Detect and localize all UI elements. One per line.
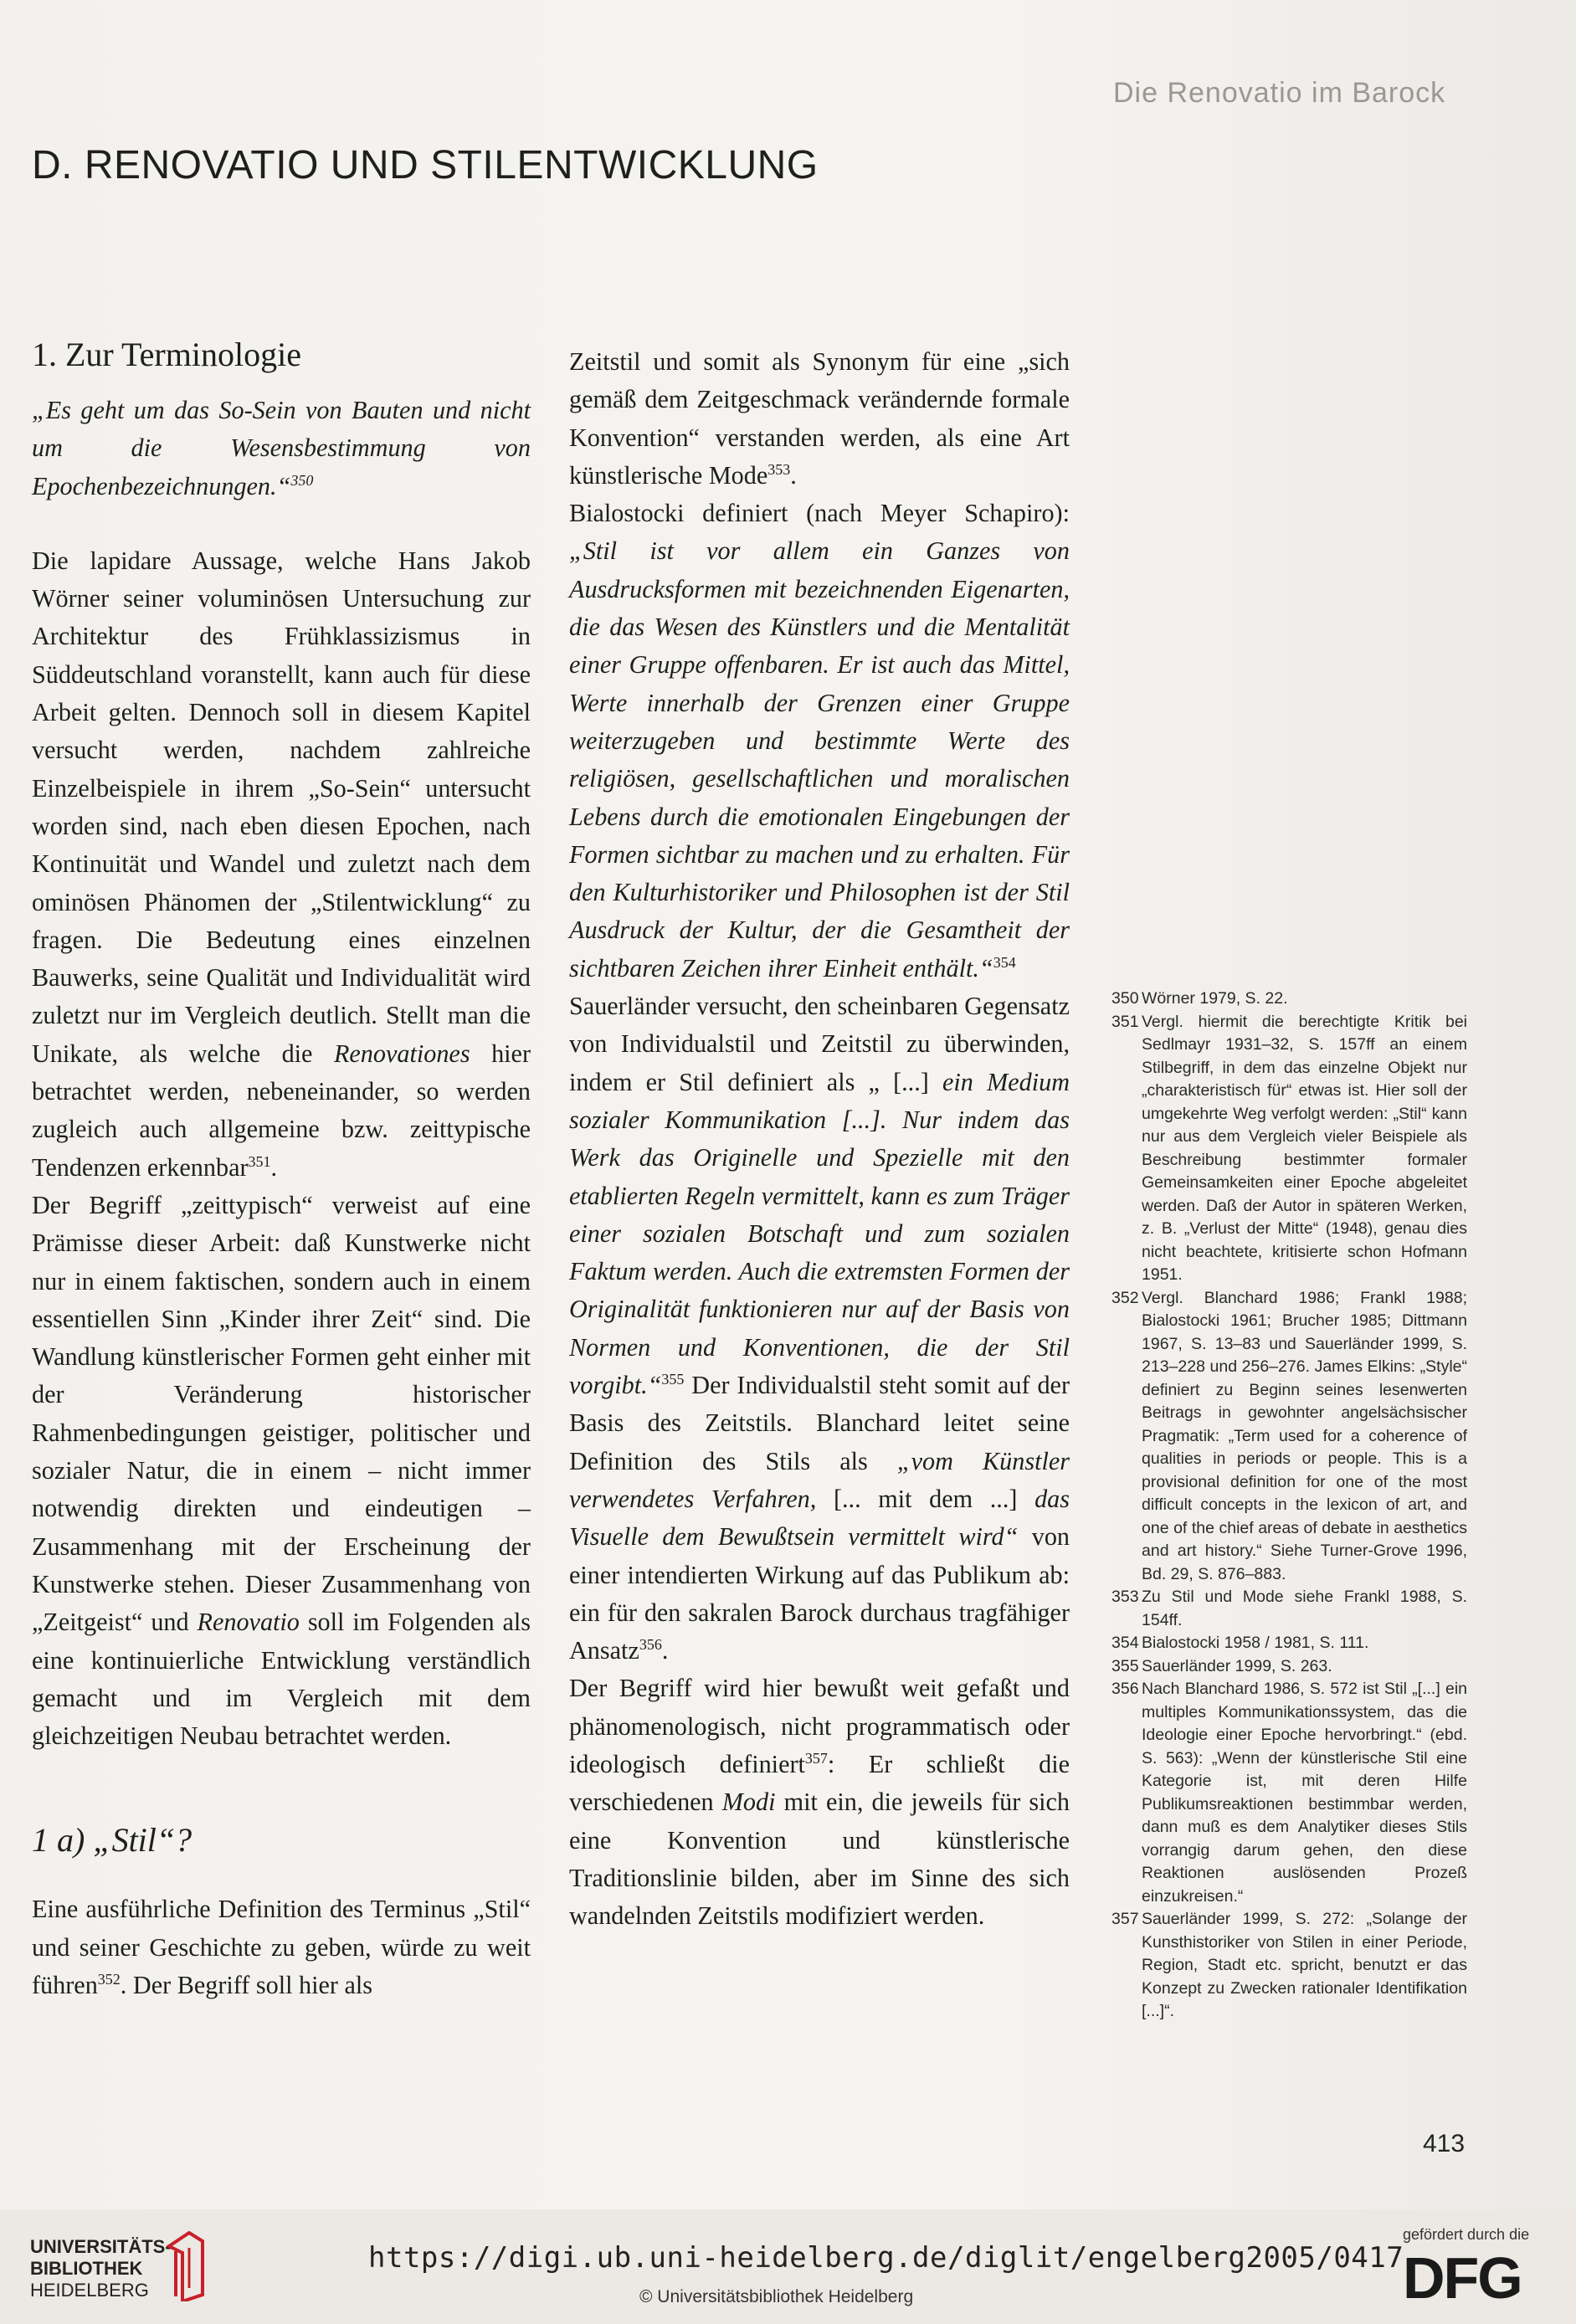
funding-label: gefördert durch die xyxy=(1403,2226,1530,2243)
footnote: 352 Vergl. Blanchard 1986; Frankl 1988; Bialostocki 1961; Brucher 1985; Dittmann 1967, S. 13–83 und Sauerländer 1999, S. 213–228 und 256–276. James Elkins: „Style“ definiert zu Beginn seines lesenwerten Beitrags in gewohnter angelsächsischer Pragmatik: „Term used for a coherence of qualities in periods or people. This is a provisional definition for one of the most difficult concepts in the lexicon of art, and one of the chief areas of debate in aesthetics and art history.“ Siehe Turner-Grove 1996, Bd. 29, S. 876–883. xyxy=(1111,1288,1467,1583)
footnote-ref: 354 xyxy=(993,953,1016,971)
section-heading-terminologie: 1. Zur Terminologie xyxy=(32,336,301,373)
footnote-ref: 357 xyxy=(804,1749,828,1767)
dfg-logo[interactable]: DFG xyxy=(1403,2245,1522,2311)
paragraph: Zeitstil und somit als Synonym für eine „sich gemäß dem Zeitgeschmack verändernde formale Konvention“ verstanden werden, als eine Art künstlerische Mode$^{353}$. xyxy=(569,347,1070,490)
footnote: 356 Nach Blanchard 1986, S. 572 ist Stil „[...] ein multiples Kommunikationssystem, das die Ideologie einer Epoche hervorbringt.“ (ebd. S. 563): „Wenn der künstlerische Stil eine Kategorie ist, mit deren Hilfe Publikumsreaktionen bestimmbar werden, dann muß es dem Analytiker dieses Stils vorrangig darum gehen, den diese Reaktionen auslösenden Prozeß einzukreisen.“ xyxy=(1111,1680,1467,1906)
footnote-ref: 356 xyxy=(639,1636,662,1654)
middle-column xyxy=(569,343,1070,1935)
paragraph: Die lapidare Aussage, welche Hans Jakob Wörner seiner voluminösen Untersuchung zur Architektur des Frühklassizismus in Süddeutschland voranstellt, kann auch für diese Arbeit gelten. Dennoch soll in diesem Kapitel versucht werden, nachdem zahlreiche Einzelbeispiele in ihrem „So-Sein“ untersucht worden sind, nach eben diesen Epochen, nach Kontinuität und Wandel und zuletzt nach dem ominösen Phänomen der „Stilentwicklung“ zu fragen. Die Bedeutung eines einzelnen Bauwerks, seine Qualität und Individualität wird zuletzt nur im Vergleich deutlich. Stellt man die Unikate, als welche die Renovationes hier betrachtet werden, nebeneinander, so werden zugleich auch allgemeine bzw. zeittypische Tendenzen erkennbar$^{351}$. xyxy=(32,546,531,1182)
paragraph: Der Begriff wird hier bewußt weit gefaßt und phänomenologisch, nicht programmatisch oder ideologisch definiert$^{357}$: Er schließt die verschiedenen Modi mit ein, die jeweils für sich eine Konvention und künstlerische Traditionslinie bilden, aber im Sinne des sich wandelnden Zeitstils modifiziert werden. xyxy=(569,1674,1070,1931)
footnotes xyxy=(1111,988,1467,2024)
paragraph: Sauerländer versucht, den scheinbaren Gegensatz von Individualstil und Zeitstil zu überwinden, indem er Stil definiert als „ [...] ein Medium sozialer Kommunikation [...]. Nur indem das Werk das Originelle und Spezielle mit den etablierten Regeln vermittelt, kann es zum Träger einer sozialen Botschaft und zum sozialen Faktum werden. Auch die extremsten Formen der Originalität funktionieren nur auf der Basis von Normen und Konventionen, die der Stil vorgibt.“$^{355}$ Der Individualstil steht somit auf der Basis des Zeitstils. Blanchard leitet seine Definition des Stils als „vom Künstler verwendetes Verfahren, [... mit dem ...] das Visuelle dem Bewußtsein vermittelt wird“ von einer intendierten Wirkung auf das Publikum ab: ein für den sakralen Barock durchaus tragfähiger Ansatz$^{356}$. xyxy=(569,992,1070,1665)
footnote-ref: 353 xyxy=(767,460,791,478)
page-number: 413 xyxy=(1423,2130,1466,2157)
paragraph: Der Begriff „zeittypisch“ verweist auf eine Prämisse dieser Arbeit: daß Kunstwerke nicht nur in einem faktischen, sondern auch in einem essentiellen Sinn „Kinder ihrer Zeit“ sind. Die Wandlung künstlerischer Formen geht einher mit der Veränderung historischer Rahmenbedingungen geistiger, politischer und sozialer Natur, die in einem – nicht immer notwendig direkten und eindeutigen – Zusammenhang mit der Erscheinung der Kunstwerke stehen. Dieser Zusammenhang von „Zeitgeist“ und Renovatio soll im Folgenden als eine kontinuierliche Entwicklung verständlich gemacht und im Vergleich mit dem gleichzeitigen Neubau betrachtet werden. xyxy=(32,1190,531,1751)
permalink-url[interactable]: https://digi.ub.uni-heidelberg.de/diglit/engelberg2005/0417 xyxy=(368,2241,1404,2275)
footnote-ref: 355 xyxy=(661,1370,685,1388)
epigraph-quote: „Es geht um das So-Sein von Bauten und nicht um die Wesensbestimmung von Epochenbezeichnungen.“$^{350}$ xyxy=(32,396,531,500)
footnote-ref: 350 xyxy=(290,471,314,489)
footnote: 357 Sauerländer 1999, S. 272: „Solange der Kunsthistoriker von Stilen in einer Periode, Region, Stadt etc. spricht, benutzt er das Konzept zu Zwecken rationaler Identifikation [...]“. xyxy=(1111,1910,1467,2020)
paragraph: Bialostocki definiert (nach Meyer Schapiro): „Stil ist vor allem ein Ganzes von Ausdrucksformen mit bezeichnenden Eigenarten, die das Wesen des Künstlers und die Mentalität einer Gruppe offenbaren. Er ist auch das Mittel, Werte innerhalb der Grenzen einer Gruppe weiterzugeben und bestimmte Werte des religiösen, gesellschaftlichen und moralischen Lebens durch die emotionalen Eingebungen der Formen sichtbar zu machen und zu erhalten. Für den Kulturhistoriker und Philosophen ist der Stil Ausdruck der Kultur, der die Gesamtheit der sichtbaren Zeichen ihrer Einheit enthält.“$^{354}$ xyxy=(569,499,1070,982)
chapter-title: D. RENOVATIO UND STILENTWICKLUNG xyxy=(32,143,819,187)
running-head: Die Renovatio im Barock xyxy=(1113,77,1446,109)
library-logo-icon xyxy=(161,2229,211,2301)
footnote: 355 Sauerländer 1999, S. 263. xyxy=(1111,1656,1332,1675)
library-logo-text[interactable]: UNIVERSITÄTS- BIBLIOTHEK HEIDELBERG xyxy=(30,2236,172,2301)
footnote: 350 Wörner 1979, S. 22. xyxy=(1111,989,1288,1008)
footnote: 351 Vergl. hiermit die berechtigte Kritik bei Sedlmayr 1931–32, S. 157ff an einem Stilbegriff, in dem das einzelne Objekt nur „charakteristisch für“ etwas ist. Hier soll der umgekehrte Weg verfolgt werden: „Stil“ kann nur aus dem Vergleich vieler Beispiele als Beschreibung bestimmter formaler Gemeinsamkeiten einer Epoche abgeleitet werden. Daß der Autor in späteren Werken, z. B. „Verlust der Mitte“ (1948), genau dies nicht beachtete, kritisierte schon Hofmann 1951. xyxy=(1111,1012,1467,1284)
paragraph: Eine ausführliche Definition des Terminus „Stil“ und seiner Geschichte zu geben, würde zu weit führen$^{352}$. Der Begriff soll hier als xyxy=(32,1895,531,1999)
footnote-ref: 352 xyxy=(97,1970,121,1988)
copyright-notice: © Universitätsbibliothek Heidelberg xyxy=(639,2287,914,2306)
section-heading-stil: 1 a) „Stil“? xyxy=(32,1821,193,1860)
footnote: 354 Bialostocki 1958 / 1981, S. 111. xyxy=(1111,1634,1369,1652)
footnote: 353 Zu Stil und Mode siehe Frankl 1988, S. 154ff. xyxy=(1111,1588,1467,1629)
left-column xyxy=(32,335,531,2004)
footnote-ref: 351 xyxy=(248,1152,271,1170)
